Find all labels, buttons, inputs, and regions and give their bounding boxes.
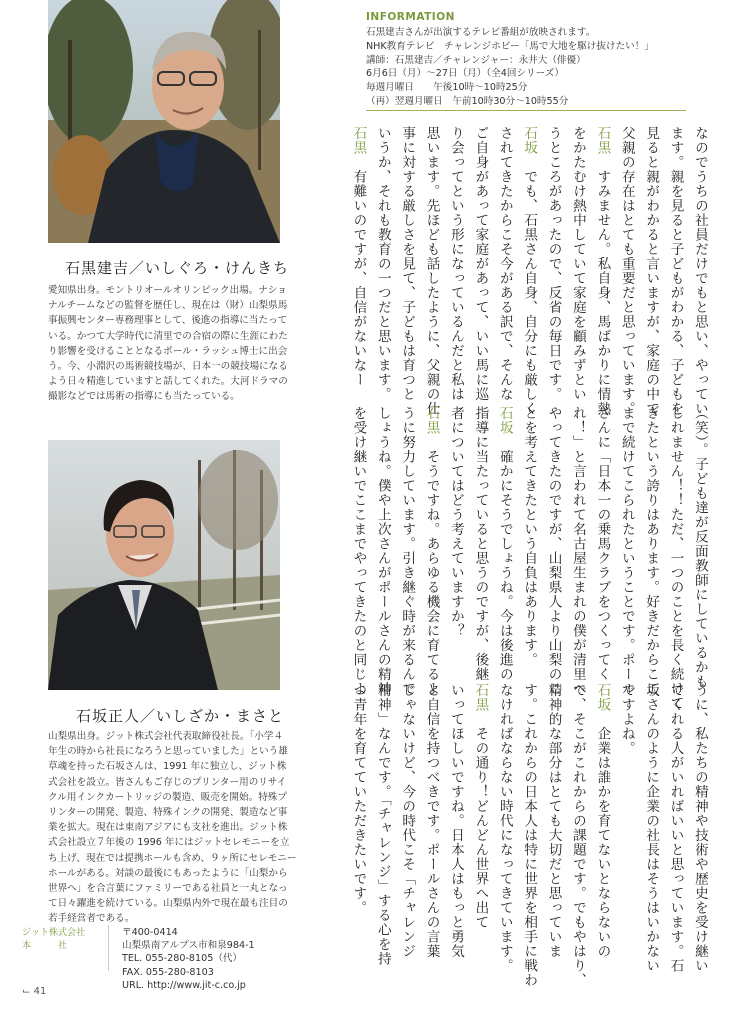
dialogue-line (370, 126, 394, 402)
dialogue-line (541, 126, 565, 402)
dialogue-line (590, 126, 614, 416)
dialogue-text: 企業は誰かを育てないとならないの (594, 726, 611, 959)
dialogue-line (566, 683, 590, 988)
info-heading: INFORMATION (366, 11, 455, 23)
dialogue-line (614, 406, 638, 696)
url-link[interactable]: URL. http://www.jit-c.co.jp (122, 979, 246, 991)
dialogue-text: なのでうちの社員だけでもと思い、やってい (691, 126, 708, 416)
dialogue-text: いうか、それも教育の一つだと思います。 (374, 126, 391, 402)
dialogue-line (566, 126, 590, 402)
dialogue-line (688, 126, 712, 416)
bio-line: う。今、小淵沢の馬術競技場が、日本一の競技場になる (48, 361, 288, 373)
dialogue-line (639, 126, 663, 416)
bio-line: よう日々精進していますと話してくれた。大河ドラマの (48, 376, 288, 388)
dialogue-line (517, 406, 541, 667)
dialogue-text: 精神」なんです。「チャレンジ」する心を持 (374, 683, 391, 967)
dialogue-line (468, 683, 492, 930)
speaker-label: 石黒 (594, 126, 611, 170)
company-contact (122, 926, 255, 992)
dialogue-text: うに努力しています。引き継ぐ時が来るんで (399, 406, 416, 696)
dialogue-text: 者についてはどう考えていますか？ (447, 406, 464, 638)
bio-line: 若手経営者である。 (48, 913, 135, 925)
dialogue-line (590, 683, 614, 959)
bio-line: 式会社を設立。皆さんもご存じのプリンター用のリサイ (48, 776, 287, 788)
photo-ishizaka-image (48, 440, 280, 690)
bio-line: 草魂を持った石坂さんは、1991 年に独立し、ジット株 (48, 761, 287, 773)
person1-bio (48, 283, 288, 405)
dialogue-line (663, 406, 687, 711)
bio-line: リンターの開発、製造、特殊インクの開発、製造など事 (48, 807, 288, 819)
info-line: NHK教育テレビ チャレンジホビー「馬で大地を駆け抜けたい！」 (366, 40, 654, 52)
dialogue-line (444, 126, 468, 402)
footer-divider (108, 925, 109, 971)
dialogue-line (346, 406, 370, 696)
dialogue-line (419, 126, 443, 416)
dialogue-line (370, 683, 394, 966)
info-line: 石黒建吉さんが出演するテレビ番組が放映されます。 (366, 27, 596, 38)
speaker-label: 石黒 (472, 683, 489, 727)
dialogue-text: いってほしいですね。日本人はもっと勇気 (447, 683, 464, 959)
bio-line: 業を拡大。現在は東南アジアにも支社を進出。ジット株 (48, 822, 288, 834)
bio-line: 事振興センター専務理事として、後進の指導に当たって (48, 315, 288, 327)
dialogue-text: さんに「日本一の乗馬クラブをつくってく (594, 406, 611, 682)
dialogue-text: を受け継いでここまでやってきたのと同じよ (350, 406, 367, 696)
page-number (22, 986, 46, 997)
photo-ishiguro (48, 0, 280, 243)
dialogue-text: されてきたからこそ今がある訳で、そんな (496, 126, 513, 402)
dialogue-line (541, 406, 565, 696)
dialogue-line (492, 406, 516, 682)
dialogue-text: 父親の存在はとても重要だと思っています。 (618, 126, 635, 416)
info-rule (366, 110, 686, 111)
company-name: ジット株式会社 (22, 928, 86, 938)
bio-line: クル用インクカートリッジの製造、販売を開始。特殊プ (48, 791, 287, 803)
dialogue-line (346, 683, 370, 915)
bio-line: ナルチームなどの監督を歴任し、現在は（財）山梨県馬 (48, 300, 288, 312)
dialogue-text: 有難いのですが、自信がないなー (350, 169, 367, 387)
dialogue-text: ご自身があって家庭があって、いい馬に巡 (472, 126, 489, 402)
info-line: 毎週月曜日 午後10時〜10時25分 (366, 82, 528, 94)
dialogue-line (419, 406, 443, 696)
dialogue-line (444, 683, 468, 959)
bio-line: 年生の時から社長になろうと思っていました」という雄 (48, 746, 288, 758)
dialogue-line (517, 126, 541, 416)
dialogue-text: とを考えてきたという自負はあります。 (521, 406, 538, 667)
bio-line: 撮影などでは馬術の指導にも当たっている。 (48, 391, 240, 403)
dialogue-line (395, 406, 419, 696)
dialogue-line (370, 406, 394, 696)
dialogue-line (346, 126, 370, 387)
dialogue-text: なければならない時代になってきています。 (496, 683, 513, 973)
dialogue-text: す。これからの日本人は特に世界を相手に戦わ (521, 683, 538, 988)
dialogue-text: 思います。先ほども話したように、父親の仕 (423, 126, 440, 416)
speaker-label: 石黒 (423, 406, 440, 450)
dialogue-line (639, 683, 663, 973)
dialogue-text: をかたむけ熱中していて家庭を顧みずとい (569, 126, 586, 402)
dialogue-line (395, 126, 419, 402)
dialogue-text: じゃないけど、今の時代こそ「チャレンジ (399, 683, 416, 959)
dialogue-text: 確かにそうでしょうね。今は後進の (496, 449, 513, 682)
dialogue-line (688, 406, 712, 689)
bio-line: て日々躍進を続けている。山梨県内外で現在最も注目の (48, 898, 288, 910)
dialogue-text: 見ると親がわかると言いますが、家庭の中で (643, 126, 660, 416)
dialogue-text: ます。親を見ると子どもがわかる、子どもを (667, 126, 684, 416)
page-number-text: 41 (33, 986, 47, 997)
dialogue-line (444, 406, 468, 638)
bio-line: ホールがある。対談の最後にもあったように「山梨から (48, 867, 288, 879)
bio-line: 山梨県出身。ジット株式会社代表取締役社長。「小学４ (48, 731, 284, 742)
dialogue-line (663, 683, 687, 973)
dialogue-text: きたという誇りはあります。好きだからここ (643, 406, 660, 696)
dialogue-text: 坂さんのように企業の社長はそうはいかない (643, 683, 660, 973)
dialogue-line (614, 126, 638, 416)
dialogue-text: 精神的な部分はとても大切だと思っていま (545, 683, 562, 959)
speaker-label: 石坂 (496, 406, 513, 450)
dialogue-text: つ青年を育てていただきたいです。 (350, 683, 367, 915)
dialogue-text: ですよね。 (618, 683, 635, 756)
bio-line: いる。かつて大学時代に清里での合宿の際に生涯にわた (48, 330, 288, 342)
dialogue-text: でくれる人がいればいいと思っています。石 (667, 683, 684, 973)
tel: TEL. 055-280-8105（代） (122, 953, 243, 965)
dialogue-line (639, 406, 663, 696)
page-corner-icon: ⌙ (22, 986, 31, 997)
dialogue-line (419, 683, 443, 959)
bio-line: 愛知県出身。モントリオールオリンピック出場。ナショ (48, 285, 287, 296)
info-line: （再）翌週月曜日 午前10時30分〜10時55分 (366, 95, 569, 107)
dialogue-line (492, 126, 516, 402)
dialogue-line (614, 683, 638, 756)
dialogue-text: すみません。私自身、馬ばかりに情熱 (594, 169, 611, 416)
dialogue-line (541, 683, 565, 959)
dialogue-line (492, 683, 516, 973)
photo-ishiguro-image (48, 0, 280, 243)
info-box (366, 26, 654, 109)
dialogue-text: しれません！！ただ、一つのことを長く続けて (667, 406, 684, 711)
dialogue-text: まで続けてこられたということです。ポール (618, 406, 635, 696)
bio-line: ち上げ、現在では提携ホールも含め、９ヶ所にセレモニー (48, 852, 297, 864)
dialogue-line (395, 683, 419, 959)
dialogue-text: れ！」と言われて名古屋生まれの僕が清里へ (569, 406, 586, 696)
dialogue-line (468, 126, 492, 402)
dialogue-line (517, 683, 541, 988)
person2-name: 石坂正人／いしざか・まさと (76, 707, 285, 725)
bio-line: 世界へ」を合言葉にファミリーである社員と一丸となっ (48, 883, 288, 895)
speaker-label: 石坂 (594, 683, 611, 727)
info-line: 6月6日（月）〜27日（月）（全4回シリーズ） (366, 68, 564, 80)
speaker-label: 石黒 (350, 126, 367, 170)
photo-ishizaka (48, 440, 280, 690)
dialogue-text: やってきたのですが、山梨県人より山梨のこ (545, 406, 562, 696)
person2-bio (48, 729, 296, 927)
speaker-label: 石坂 (521, 126, 538, 170)
bio-line: 式会社設立７年後の 1996 年にはジットセレモニーを立 (48, 837, 290, 849)
dialogue-line (590, 406, 614, 682)
fax: FAX. 055-280-8103 (122, 966, 214, 978)
dialogue-text: しょうね。僕や上次さんがポールさんの精神 (374, 406, 391, 696)
bio-line: り影響を受けることとなるポール・ラッシュ博士に出会 (48, 345, 288, 357)
dialogue-text: で、そこがこれからの課題です。でもやはり、 (569, 683, 586, 988)
dialogue-text: 指導に当たっていると思うのですが、後継 (472, 406, 489, 682)
dialogue-text: でも、石黒さん自身、自分にも厳しく (521, 169, 538, 416)
company-office-label: 本 社 (22, 941, 68, 951)
dialogue-text: うところがあったので、反省の毎日です。 (545, 126, 562, 402)
person1-name: 石黒建吉／いしぐろ・けんきち (65, 259, 290, 277)
dialogue-line (688, 683, 712, 973)
postal-code: 〒400-0414 (122, 927, 178, 938)
dialogue-line (663, 126, 687, 416)
dialogue-text: その通り！どんどん世界へ出て (472, 726, 489, 930)
address: 山梨県南アルプス市和泉984-1 (122, 940, 255, 952)
dialogue-line (566, 406, 590, 696)
dialogue-line (468, 406, 492, 682)
dialogue-text: （笑）。子ども達が反面教師にしているかも (691, 406, 708, 690)
company-labels (22, 927, 85, 953)
dialogue-text: 事に対する厳しさを見て、子どもは育つと (399, 126, 416, 402)
dialogue-text: そうですね。あらゆる機会に育てるよ (423, 449, 440, 696)
dialogue-text: と自信を持つべきです。ポールさんの言葉 (423, 683, 440, 959)
dialogue-text: り会ってという形になっているんだと私は (447, 126, 464, 402)
info-line: 講師：石黒建吉／チャレンジャー：永井大（俳優） (366, 54, 586, 66)
dialogue-text: うに、私たちの精神や技術や歴史を受け継い (691, 683, 708, 973)
